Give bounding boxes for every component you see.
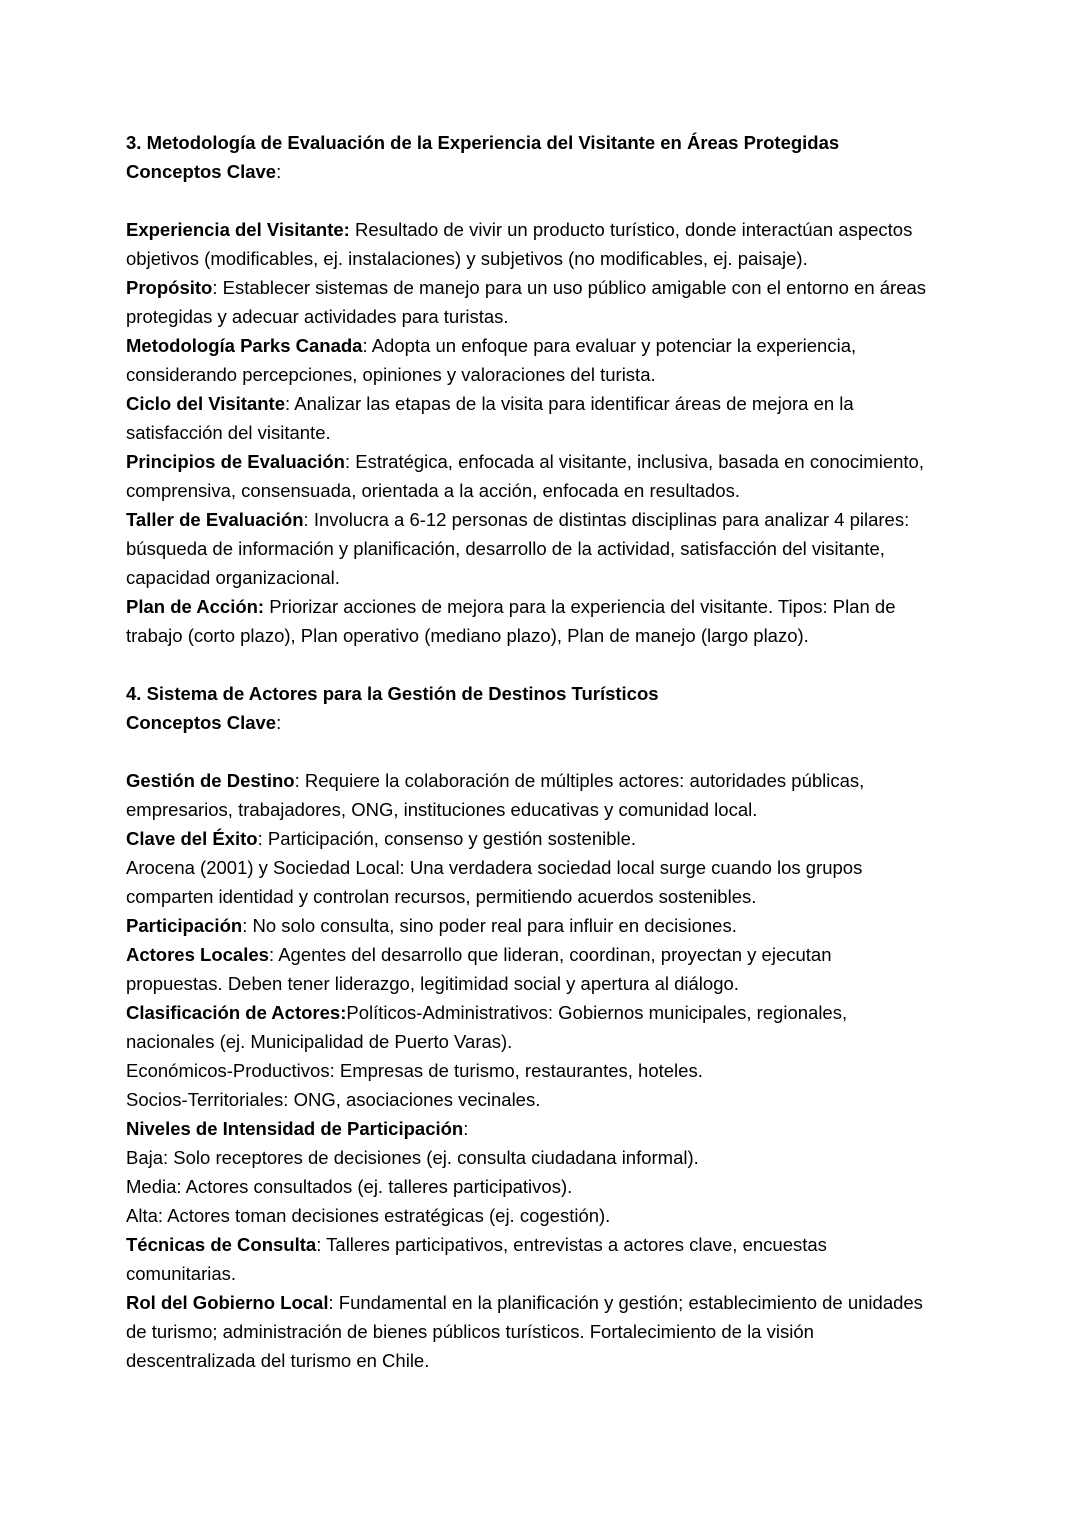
concept-entry [126, 1114, 932, 1143]
concept-label: Experiencia del Visitante: [126, 219, 350, 240]
concept-label: Técnicas de Consulta [126, 1234, 317, 1255]
concept-label: Actores Locales [126, 944, 269, 965]
concept-entry [126, 1143, 932, 1172]
concept-text: Priorizar acciones de mejora para la experiencia del visitante. Tipos: Plan de trabajo (corto plazo), Plan operativo (mediano plazo), Plan de manejo (largo plazo). [126, 596, 896, 646]
concept-separator: : [344, 451, 356, 472]
concept-separator: : [328, 1292, 339, 1313]
concept-entry [126, 273, 932, 331]
section-subheading-colon: : [276, 161, 282, 182]
concept-separator: : [268, 944, 279, 965]
concept-text: No solo consulta, sino poder real para influir en decisiones. [252, 915, 737, 936]
concept-separator: : [242, 915, 253, 936]
concept-text: Arocena (2001) y Sociedad Local: Una verdadera sociedad local surge cuando los grupos comparten identidad y controlan recursos, permitiendo acuerdos sostenibles. [126, 857, 863, 907]
section-subheading [126, 708, 932, 737]
section-heading: 3. Metodología de Evaluación de la Experiencia del Visitante en Áreas Protegidas [126, 132, 840, 153]
spacer [126, 650, 932, 679]
concept-label: Gestión de Destino [126, 770, 295, 791]
spacer [126, 737, 932, 766]
concept-entry [126, 1085, 932, 1114]
concept-label: Principios de Evaluación [126, 451, 345, 472]
concept-text: Requiere la colaboración de múltiples actores: autoridades públicas, empresarios, trabajadores, ONG, instituciones educativas y comunidad local. [126, 770, 865, 820]
concept-entry [126, 1288, 932, 1375]
concept-entry [126, 1201, 932, 1230]
concept-text: Alta: Actores toman decisiones estratégicas (ej. cogestión). [126, 1205, 611, 1226]
concept-separator: : [316, 1234, 327, 1255]
section-subheading-colon: : [276, 712, 282, 733]
section-3 [126, 128, 932, 650]
concept-entry [126, 389, 932, 447]
concept-entry [126, 1230, 932, 1288]
concept-text: Media: Actores consultados (ej. talleres participativos). [126, 1176, 573, 1197]
concept-entry [126, 447, 932, 505]
concept-text: Económicos-Productivos: Empresas de turismo, restaurantes, hoteles. [126, 1060, 703, 1081]
concept-text: Talleres participativos, entrevistas a actores clave, encuestas comunitarias. [126, 1234, 827, 1284]
concept-label: Ciclo del Visitante [126, 393, 286, 414]
concept-separator: : [285, 393, 295, 414]
spacer [126, 186, 932, 215]
section-heading: 4. Sistema de Actores para la Gestión de Destinos Turísticos [126, 683, 659, 704]
section-subheading [126, 157, 932, 186]
section-subheading-label: Conceptos Clave [126, 161, 277, 182]
concept-entry [126, 998, 932, 1056]
section-3-entries [126, 215, 932, 650]
concept-label: Clasificación de Actores: [126, 1002, 347, 1023]
section-subheading-label: Conceptos Clave [126, 712, 277, 733]
concept-text: Socios-Territoriales: ONG, asociaciones vecinales. [126, 1089, 541, 1110]
concept-text: Analizar las etapas de la visita para identificar áreas de mejora en la satisfacción del visitante. [126, 393, 854, 443]
concept-entry [126, 1056, 932, 1085]
concept-label: Participación [126, 915, 243, 936]
concept-label: Clave del Éxito [126, 828, 258, 849]
concept-separator: : [463, 1118, 469, 1139]
concept-entry [126, 853, 932, 911]
concept-text: Resultado de vivir un producto turístico, donde interactúan aspectos objetivos (modificables, ej. instalaciones) y subjetivos (no modificables, ej. paisaje). [126, 219, 913, 269]
concept-entry [126, 1172, 932, 1201]
concept-separator: : [294, 770, 305, 791]
concept-label: Metodología Parks Canada [126, 335, 363, 356]
concept-text: Políticos-Administrativos: Gobiernos municipales, regionales, nacionales (ej. Municipalidad de Puerto Varas). [126, 1002, 848, 1052]
concept-entry [126, 940, 932, 998]
concept-entry [126, 911, 932, 940]
concept-separator: : [362, 335, 372, 356]
concept-text: Agentes del desarrollo que lideran, coordinan, proyectan y ejecutan propuestas. Deben tener liderazgo, legitimidad social y apertura al diálogo. [126, 944, 832, 994]
concept-separator: : [257, 828, 268, 849]
section-4 [126, 679, 932, 1375]
concept-entry [126, 766, 932, 824]
concept-text: Estratégica, enfocada al visitante, inclusiva, basada en conocimiento, comprensiva, consensuada, orientada a la acción, enfocada en resultados. [126, 451, 924, 501]
concept-text: Involucra a 6-12 personas de distintas disciplinas para analizar 4 pilares: búsqueda de información y planificación, desarrollo de la actividad, satisfacción del visitante, capacidad organizacional. [126, 509, 910, 588]
concept-label: Taller de Evaluación [126, 509, 304, 530]
concept-entry [126, 824, 932, 853]
concept-text: Adopta un enfoque para evaluar y potenciar la experiencia, considerando percepciones, opiniones y valoraciones del turista. [126, 335, 857, 385]
concept-text: Establecer sistemas de manejo para un uso público amigable con el entorno en áreas protegidas y adecuar actividades para turistas. [126, 277, 927, 327]
concept-entry [126, 592, 932, 650]
concept-entry [126, 505, 932, 592]
concept-separator: : [303, 509, 314, 530]
concept-label: Propósito [126, 277, 213, 298]
document-body [126, 128, 932, 1375]
concept-entry [126, 331, 932, 389]
concept-label: Rol del Gobierno Local [126, 1292, 329, 1313]
concept-separator: : [212, 277, 223, 298]
concept-text: Baja: Solo receptores de decisiones (ej. consulta ciudadana informal). [126, 1147, 699, 1168]
section-4-entries [126, 766, 932, 1375]
concept-label: Niveles de Intensidad de Participación [126, 1118, 464, 1139]
concept-text: Participación, consenso y gestión sostenible. [267, 828, 637, 849]
concept-label: Plan de Acción: [126, 596, 265, 617]
concept-text: Fundamental en la planificación y gestión; establecimiento de unidades de turismo; administración de bienes públicos turísticos. Fortalecimiento de la visión descentralizada del turismo en Chile. [126, 1292, 923, 1371]
concept-entry [126, 215, 932, 273]
